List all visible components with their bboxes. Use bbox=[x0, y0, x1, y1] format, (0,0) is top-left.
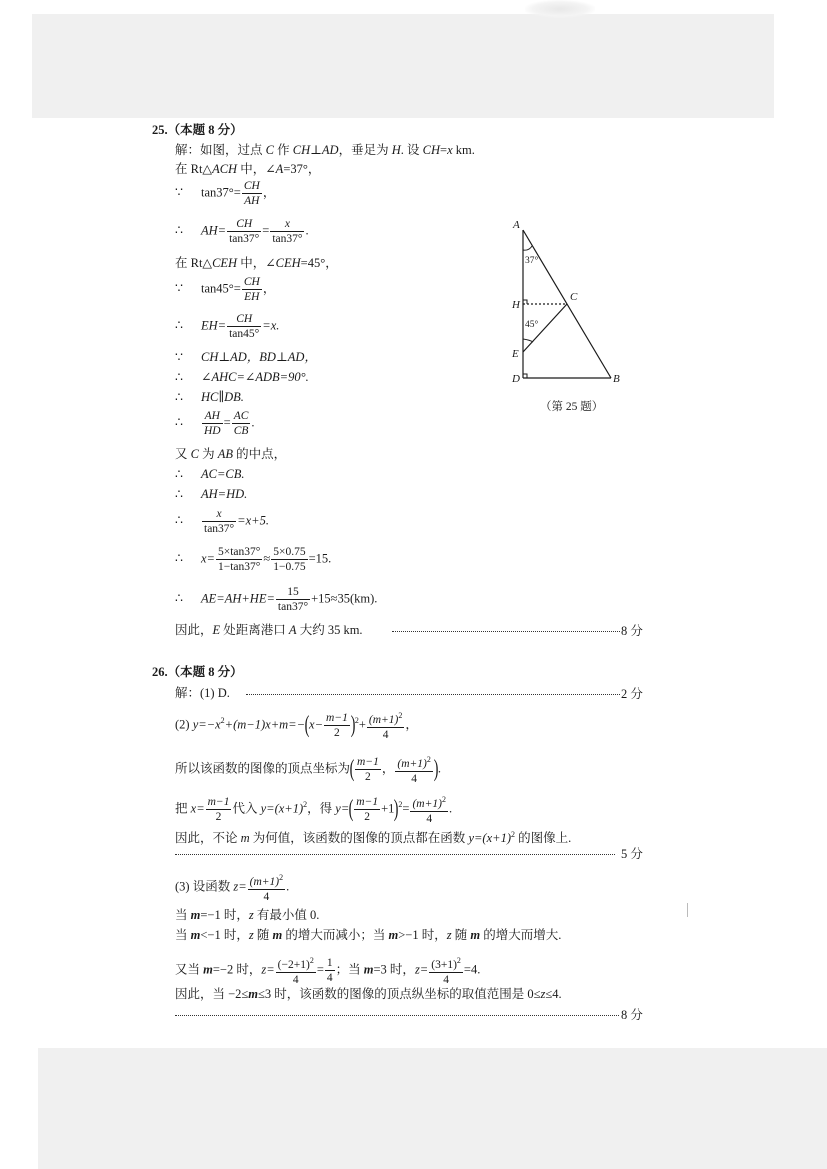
q26-header: 26.（本题 8 分） bbox=[152, 665, 243, 679]
label-e: E bbox=[512, 348, 519, 360]
q26-vertex: 所以该函数的图像的顶点坐标为( $\frac{m-1}{2}$ ， $\frac{(m+1)^2}{4}$ ). bbox=[175, 755, 441, 785]
scan-speck bbox=[687, 903, 688, 917]
label-c: C bbox=[570, 291, 578, 303]
q26-part3-monotonic: 当 m<−1 时，z 随 m 的增大而减小；当 m>−1 时，z 随 m 的增大而增大. bbox=[175, 928, 562, 942]
label-b: B bbox=[613, 373, 620, 385]
triangle-diagram bbox=[508, 216, 628, 396]
q26-part2-dot-leader bbox=[175, 854, 615, 855]
q25-line-rt-ach: 在 Rt△ACH 中，∠A=37°， bbox=[175, 162, 321, 176]
q25-line-eq1: ∴ $\frac{x}{\tan 37^\circ}$ =x+5. bbox=[175, 508, 269, 535]
q25-line-parallel: ∴ HC∥DB. bbox=[175, 390, 244, 404]
q25-score: 8 分 bbox=[621, 624, 643, 638]
q25-conclusion: 因此，E 处距离港口 A 大约 35 km. bbox=[175, 623, 363, 637]
scan-shadow-top bbox=[32, 14, 774, 118]
scan-smudge bbox=[525, 0, 595, 18]
q25-figure bbox=[508, 216, 628, 400]
angle-arc-37 bbox=[523, 246, 532, 250]
q25-dot-leader bbox=[392, 631, 620, 632]
q25-line-eh: ∴ EH= $\frac{CH}{\tan 45^\circ}$ =x. bbox=[175, 313, 280, 340]
q25-line-tan45: ∵ tan45°= $\frac{CH}{EH}$ ， bbox=[175, 276, 276, 303]
angle-arc-45 bbox=[523, 339, 533, 342]
q25-line-midpoint: 又 C 为 AB 的中点， bbox=[175, 447, 287, 461]
q25-line-ah-hd: ∴ AH=HD. bbox=[175, 487, 248, 501]
q26-part2-equation: (2) $y=-x^2+(m-1)x+m=-(x-$ $\frac{m-1}{2}$ )$^2$+ $\frac{(m+1)^2}{4}$ ， bbox=[175, 711, 418, 741]
label-d: D bbox=[512, 373, 520, 385]
q26-part3-dot-leader bbox=[175, 1015, 619, 1016]
q26-part1-dot-leader bbox=[246, 694, 620, 695]
q25-line-x-value: ∴ x= $\frac{5\times\tan 37^\circ}{1-\tan 37^\circ}$ ≈ $\frac{5\times 0.75}{1-0.75}$ =15. bbox=[175, 546, 332, 573]
q25-line-ratio: ∴ $\frac{AH}{HD}$ = $\frac{AC}{CB}$ . bbox=[175, 410, 255, 437]
scan-shadow-bottom bbox=[38, 1048, 827, 1169]
q26-part2-score: 5 分 bbox=[621, 847, 643, 861]
q25-line-ae: ∴ AE=AH+HE= $\frac{15}{\tan 37^\circ}$ +15≈35(km). bbox=[175, 586, 378, 613]
label-angle-45: 45° bbox=[525, 320, 539, 330]
q26-part2-conclusion: 因此，不论 m 为何值，该函数的图像的顶点都在函数 $y=(x+1)^2$ 的图像上. bbox=[175, 830, 572, 846]
q25-line-ah: ∴ AH= $\frac{CH}{\tan 37^\circ}$ = $\frac{x}{\tan 37^\circ}$ . bbox=[175, 218, 309, 245]
label-a: A bbox=[513, 219, 520, 231]
q25-line-rt-ceh: 在 Rt△CEH 中，∠CEH=45°， bbox=[175, 256, 338, 270]
q26-part1-score: 2 分 bbox=[621, 687, 643, 701]
q26-final: 因此，当 −2≤m≤3 时，该函数的图像的顶点纵坐标的取值范围是 0≤z≤4. bbox=[175, 987, 562, 1001]
label-angle-37: 37° bbox=[525, 256, 539, 266]
q25-line-ac-cb: ∴ AC=CB. bbox=[175, 467, 245, 481]
q26-part3-score: 8 分 bbox=[621, 1008, 643, 1022]
q26-part3-values: 又当 m=−2 时，z= $\frac{(-2+1)^2}{4}$ = $\frac{1}{4}$ ；当 m=3 时，z= $\frac{(3+1)^2}{4}$ =4. bbox=[175, 956, 481, 986]
figure-caption: （第 25 题） bbox=[540, 401, 604, 413]
q25-header: 25.（本题 8 分） bbox=[152, 123, 243, 137]
q26-part1: 解：(1) D. bbox=[175, 686, 230, 700]
q25-line-angles: ∴ ∠AHC=∠ADB=90°. bbox=[175, 370, 309, 384]
q25-line-setup: 解：如图，过点 C 作 CH⊥AD，垂足为 H. 设 CH=x km. bbox=[175, 143, 475, 157]
q26-substitute: 把 x= $\frac{m-1}{2}$ 代入 $y=(x+1)^2$，得 y=( $\frac{m-1}{2}$ +1)$^2$= $\frac{(m+1)^2}{4}$ . bbox=[175, 795, 453, 825]
label-h: H bbox=[512, 299, 520, 311]
q26-part3-define: (3) 设函数 z= $\frac{(m+1)^2}{4}$ . bbox=[175, 873, 290, 903]
q26-part3-min: 当 m=−1 时，z 有最小值 0. bbox=[175, 908, 320, 922]
q25-line-perp: ∵ CH⊥AD，BD⊥AD， bbox=[175, 350, 317, 364]
q25-line-tan37: ∵ tan37°= $\frac{CH}{AH}$ ， bbox=[175, 180, 276, 207]
